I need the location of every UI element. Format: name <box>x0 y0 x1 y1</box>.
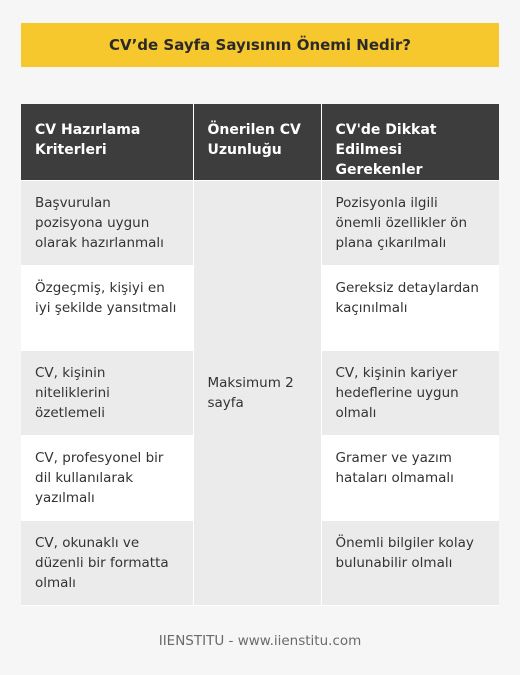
header-criteria: CV Hazırlama Kriterleri <box>21 104 193 181</box>
attention-cell: CV, kişinin kariyer hedeflerine uygun olmalı <box>321 351 499 436</box>
header-attention: CV'de Dikkat Edilmesi Gerekenler <box>321 104 499 181</box>
table-row <box>21 181 499 266</box>
attention-cell: Pozisyonla ilgili önemli özellikler ön plana çıkarılmalı <box>321 181 499 266</box>
page-title: CV’de Sayfa Sayısının Önemi Nedir? <box>21 23 499 67</box>
attention-cell: Önemli bilgiler kolay bulunabilir olmalı <box>321 521 499 606</box>
header-length: Önerilen CV Uzunluğu <box>193 104 321 181</box>
attention-cell: Gramer ve yazım hataları olmamalı <box>321 436 499 521</box>
cv-criteria-table <box>21 104 499 606</box>
table-header-row <box>21 104 499 181</box>
recommended-length-cell: Maksimum 2 sayfa <box>193 181 321 606</box>
attention-cell: Gereksiz detaylardan kaçınılmalı <box>321 266 499 351</box>
criteria-cell: Özgeçmiş, kişiyi en iyi şekilde yansıtmalı <box>21 266 193 351</box>
footer-credit: IIENSTITU - www.iienstitu.com <box>158 633 362 649</box>
criteria-cell: CV, profesyonel bir dil kullanılarak yazılmalı <box>21 436 193 521</box>
criteria-cell: CV, kişinin niteliklerini özetlemeli <box>21 351 193 436</box>
criteria-cell: Başvurulan pozisyona uygun olarak hazırlanmalı <box>21 181 193 266</box>
criteria-cell: CV, okunaklı ve düzenli bir formatta olmalı <box>21 521 193 606</box>
